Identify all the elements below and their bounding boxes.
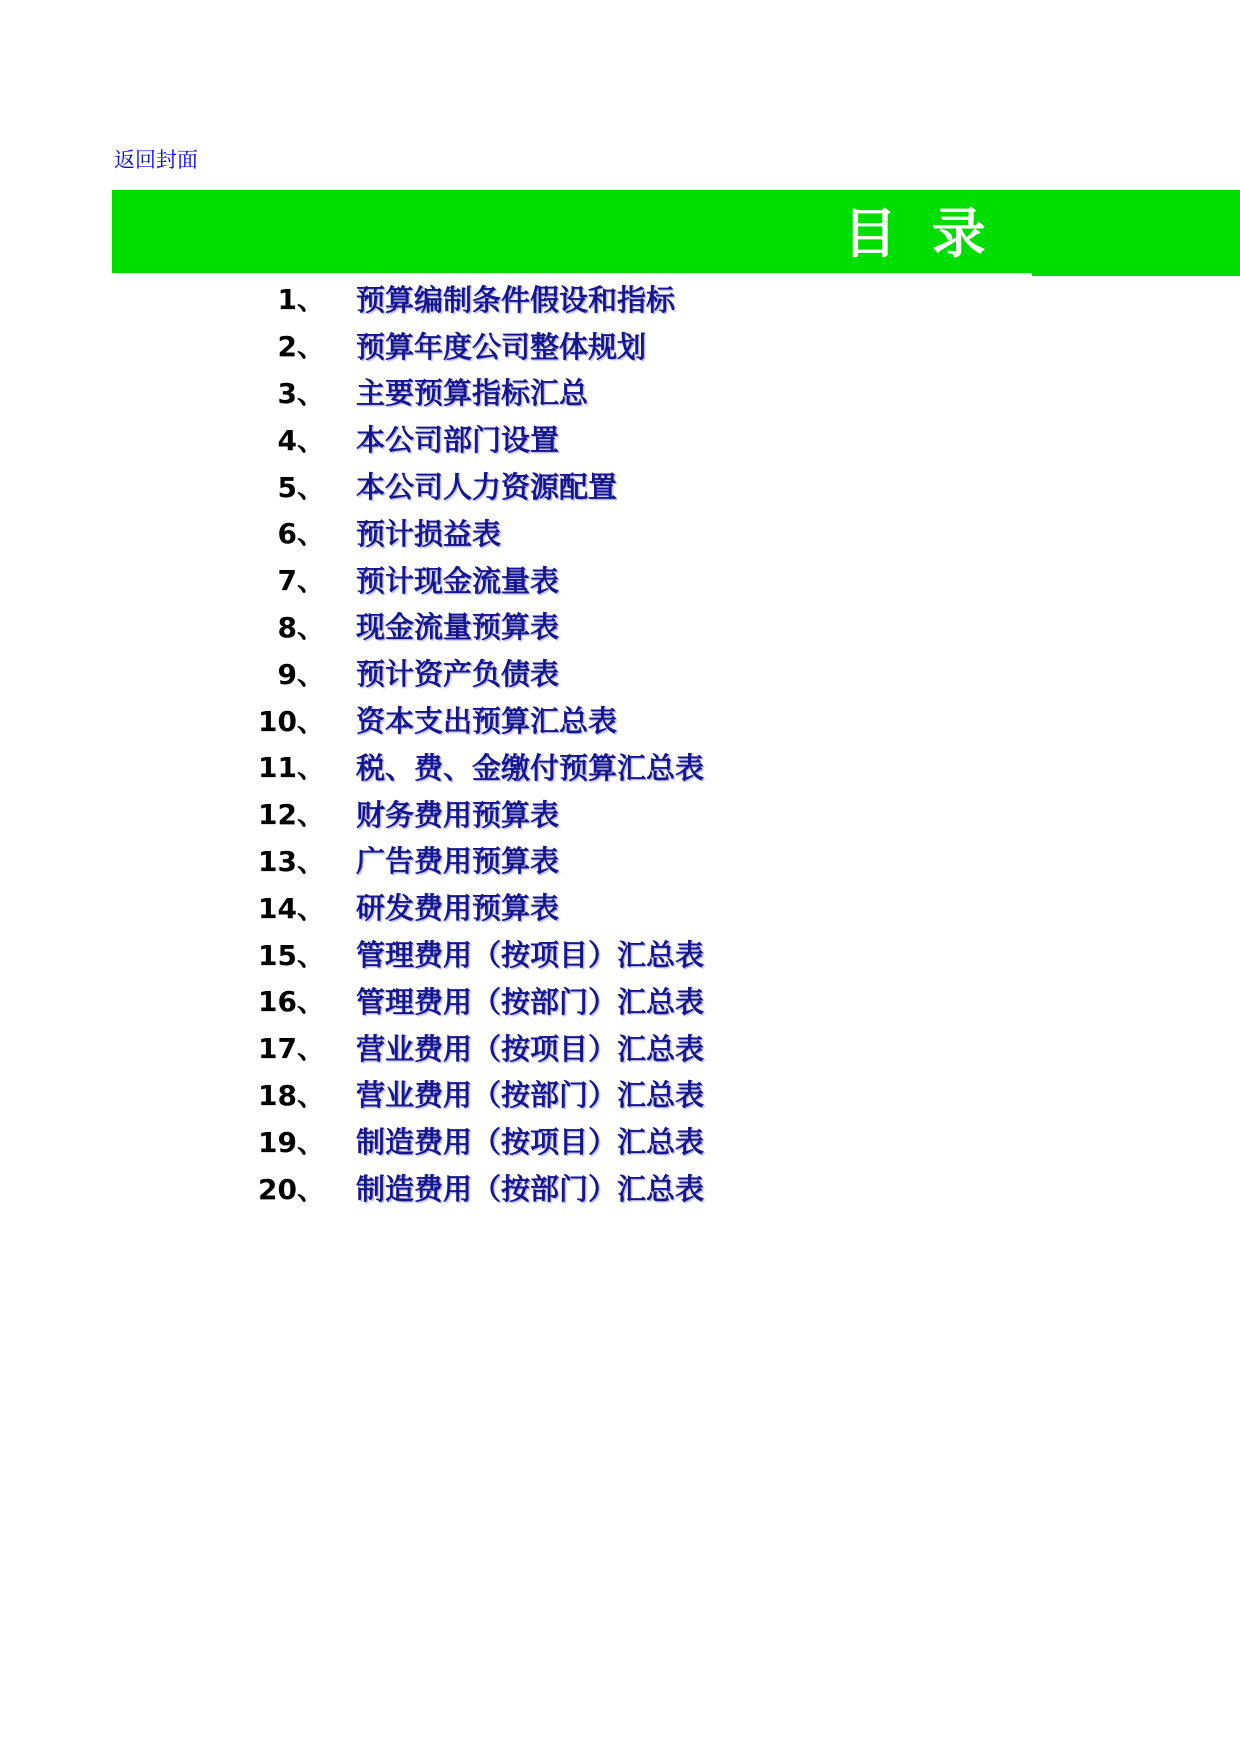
toc-item-link[interactable]: 管理费用（按项目）汇总表: [356, 938, 705, 973]
toc-item-link[interactable]: 本公司人力资源配置: [356, 470, 618, 505]
toc-item: [0, 1071, 780, 1118]
title-bar: [112, 190, 1240, 273]
toc-item: [0, 462, 780, 509]
toc-item-number: 10、: [258, 704, 325, 738]
toc-item: [0, 743, 780, 790]
toc-item-link[interactable]: 预计资产负债表: [356, 657, 560, 692]
toc-item-number: 18、: [258, 1078, 325, 1112]
toc-item-number: 17、: [258, 1032, 325, 1066]
toc-item-link[interactable]: 预算编制条件假设和指标: [356, 282, 676, 317]
toc-item: [0, 790, 780, 837]
toc-item-link[interactable]: 制造费用（按项目）汇总表: [356, 1125, 705, 1160]
toc-item: [0, 415, 780, 462]
toc-item-link[interactable]: 研发费用预算表: [356, 891, 560, 926]
toc-item-number: 19、: [258, 1125, 325, 1159]
toc-item-link[interactable]: 营业费用（按部门）汇总表: [356, 1078, 705, 1113]
toc-item-number: 5、: [277, 470, 325, 504]
toc-item: [0, 837, 780, 884]
toc-item-number: 1、: [277, 283, 325, 317]
toc-item-number: 6、: [277, 517, 325, 551]
toc-item-link[interactable]: 制造费用（按部门）汇总表: [356, 1172, 705, 1207]
toc-item-link[interactable]: 预计现金流量表: [356, 563, 560, 598]
toc-item-number: 11、: [258, 751, 325, 785]
toc-item-number: 20、: [258, 1172, 325, 1206]
toc-item-link[interactable]: 广告费用预算表: [356, 844, 560, 879]
toc-item: [0, 603, 780, 650]
toc-item-number: 3、: [277, 376, 325, 410]
toc-item-number: 8、: [277, 610, 325, 644]
toc-item-link[interactable]: 财务费用预算表: [356, 797, 560, 832]
toc-item-link[interactable]: 管理费用（按部门）汇总表: [356, 984, 705, 1019]
toc-item-number: 15、: [258, 938, 325, 972]
toc-item: [0, 930, 780, 977]
toc-item: [0, 883, 780, 930]
toc-item: [0, 1164, 780, 1211]
title-bar-stub: [1032, 273, 1240, 276]
toc-item-number: 9、: [277, 657, 325, 691]
toc-item-link[interactable]: 资本支出预算汇总表: [356, 704, 618, 739]
toc-item: [0, 275, 780, 322]
toc-item-link[interactable]: 主要预算指标汇总: [356, 376, 589, 411]
page-title: 目 录: [843, 202, 986, 265]
toc-item-link[interactable]: 本公司部门设置: [356, 423, 560, 458]
toc-item: [0, 1024, 780, 1071]
toc-item-number: 12、: [258, 798, 325, 832]
toc-item: [0, 509, 780, 556]
toc-item-link[interactable]: 现金流量预算表: [356, 610, 560, 645]
toc-item-number: 13、: [258, 844, 325, 878]
toc-item: [0, 369, 780, 416]
back-to-cover-link[interactable]: 返回封面: [114, 148, 198, 172]
toc-item-number: 7、: [277, 564, 325, 598]
toc-item: [0, 696, 780, 743]
toc-item: [0, 322, 780, 369]
toc-item-number: 14、: [258, 891, 325, 925]
toc-item-link[interactable]: 预算年度公司整体规划: [356, 329, 647, 364]
toc-item-number: 2、: [277, 330, 325, 364]
toc-item-link[interactable]: 税、费、金缴付预算汇总表: [356, 750, 705, 785]
toc-item-link[interactable]: 营业费用（按项目）汇总表: [356, 1031, 705, 1066]
toc-item: [0, 1117, 780, 1164]
toc-item: [0, 649, 780, 696]
toc-item: [0, 556, 780, 603]
toc-item-link[interactable]: 预计损益表: [356, 516, 502, 551]
toc-item: [0, 977, 780, 1024]
toc-item-number: 16、: [258, 985, 325, 1019]
toc-list: [0, 275, 780, 1211]
toc-item-number: 4、: [277, 423, 325, 457]
